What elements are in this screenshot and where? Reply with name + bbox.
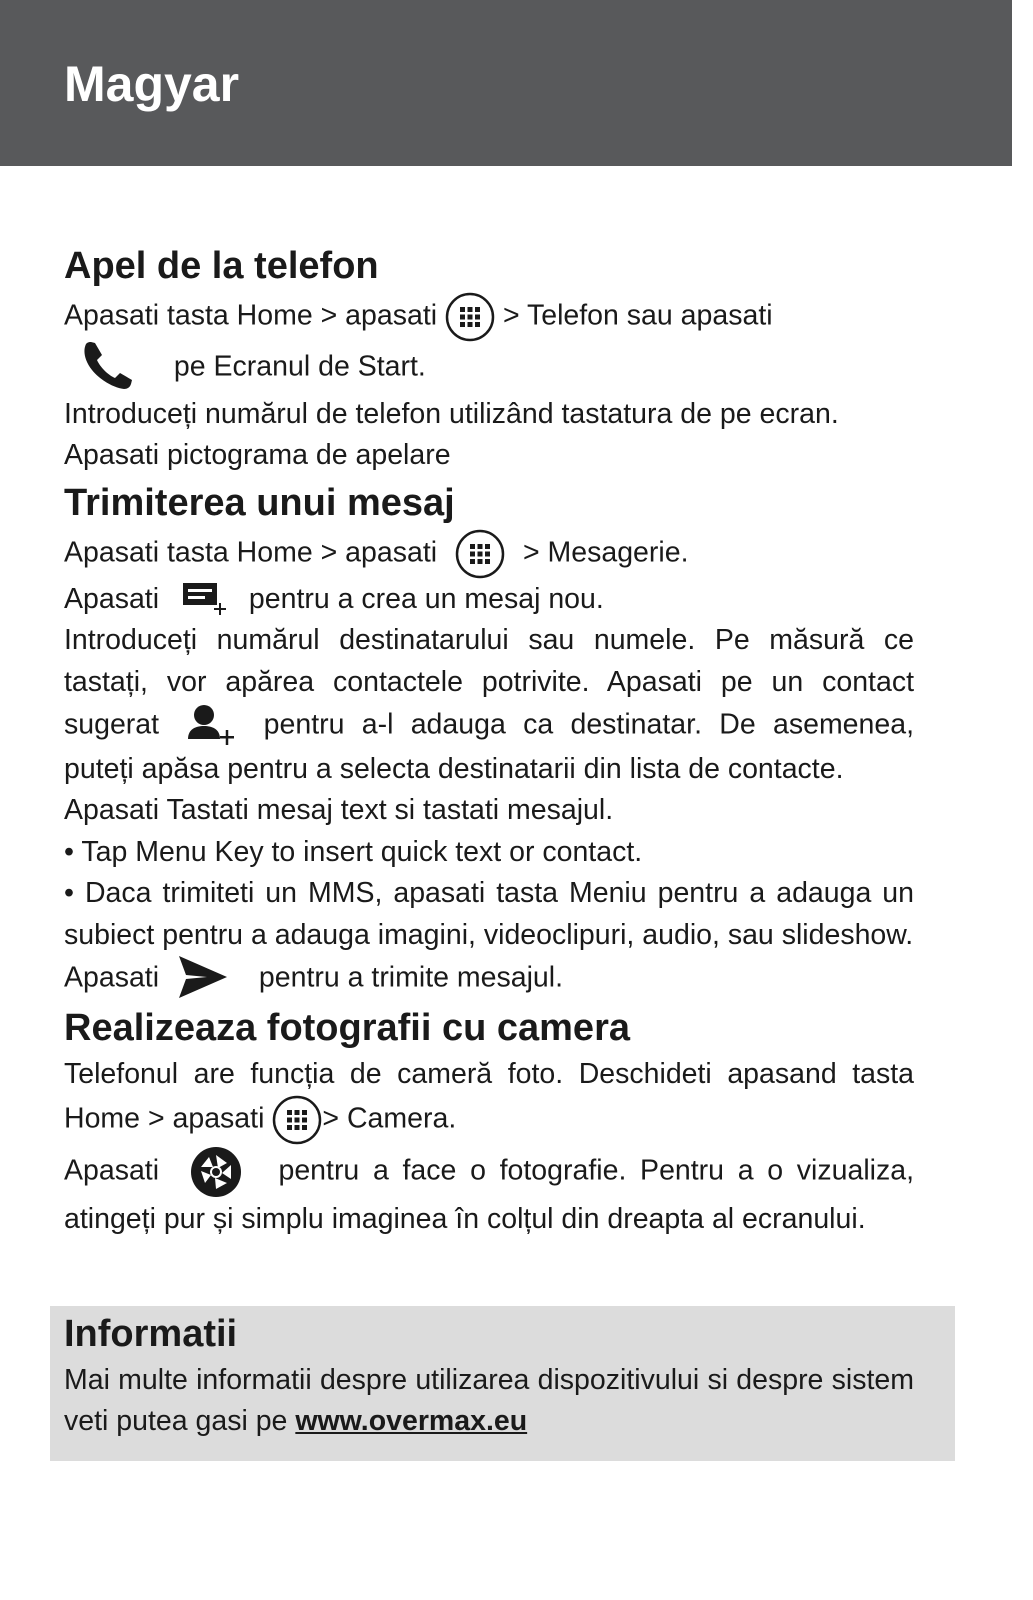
camera-paragraph-2-b: pentru a face o fotografie. Pentru a o vizualiza, atingeți pur și simplu imaginea în colțul din dreapta al ecranului. bbox=[64, 1155, 915, 1236]
camera-shutter-icon bbox=[189, 1145, 243, 1199]
message-recipient-paragraph bbox=[64, 620, 914, 790]
call-instruction-1 bbox=[64, 292, 914, 342]
apps-grid-icon bbox=[455, 529, 505, 579]
message-instruction-1 bbox=[64, 529, 914, 579]
call-instruction-2 bbox=[64, 342, 914, 394]
info-paragraph bbox=[64, 1360, 914, 1443]
info-inner bbox=[64, 1308, 914, 1443]
camera-paragraph-2 bbox=[64, 1145, 914, 1240]
message-instruction-2 bbox=[64, 579, 914, 620]
message-bullet-2: • Daca trimiteti un MMS, apasati tasta Meniu pentru a adauga un subiect pentru a adauga imagini, videoclipuri, audio, sau slideshow. bbox=[64, 877, 914, 951]
phone-handset-icon bbox=[80, 340, 136, 392]
call-instruction-2-text: pe Ecranul de Start. bbox=[173, 350, 426, 383]
message-send-instruction bbox=[64, 956, 914, 1002]
new-message-icon bbox=[181, 581, 229, 619]
camera-paragraph-2-a: Apasati bbox=[64, 1155, 160, 1187]
message-instruction-2-a: Apasati bbox=[64, 582, 160, 615]
website-link[interactable]: www.overmax.eu bbox=[295, 1405, 528, 1438]
info-text: Mai multe informatii despre utilizarea dispozitivului si despre sistem veti putea gasi pe bbox=[64, 1364, 914, 1438]
page-header bbox=[0, 0, 1012, 166]
message-recipient-b: pentru a-l adauga ca destinatar. De asemenea, puteți apăsa pentru a selecta destinatarii din lista de contacte. bbox=[64, 708, 915, 786]
camera-paragraph-1 bbox=[64, 1054, 914, 1145]
add-contact-icon bbox=[186, 703, 236, 749]
apps-grid-icon bbox=[445, 292, 495, 342]
camera-paragraph-1-b: > Camera. bbox=[322, 1103, 457, 1135]
message-bullet-1: • Tap Menu Key to insert quick text or contact. bbox=[64, 835, 643, 868]
camera-paragraph-1-a: Telefonul are funcția de cameră foto. Deschideti apasand tasta Home > apasati bbox=[64, 1058, 914, 1135]
call-instruction-4: Apasati pictograma de apelare bbox=[64, 439, 451, 472]
message-recipient-a: Introduceți numărul destinatarului sau numele. Pe măsură ce tastați, vor apărea contactele potrivite. Apasati pe un contact sugerat bbox=[64, 624, 914, 741]
call-instruction-3: Introduceți numărul de telefon utilizând tastatura de pe ecran. bbox=[64, 398, 839, 430]
message-send-b: pentru a trimite mesajul. bbox=[258, 961, 564, 994]
section-title-message: Trimiterea unui mesaj bbox=[64, 481, 455, 524]
message-instruction-2-b: pentru a crea un mesaj nou. bbox=[248, 582, 604, 615]
section-title-call: Apel de la telefon bbox=[64, 245, 379, 287]
message-send-a: Apasati bbox=[64, 961, 160, 994]
info-box bbox=[50, 1306, 955, 1461]
main-content bbox=[64, 240, 914, 1241]
message-instruction-1-b: > Mesagerie. bbox=[522, 536, 689, 569]
section-title-info: Informatii bbox=[64, 1313, 238, 1355]
send-icon bbox=[177, 954, 229, 1000]
call-instruction-1-a: Apasati tasta Home > apasati bbox=[64, 299, 438, 332]
section-title-camera: Realizeaza fotografii cu camera bbox=[64, 1007, 630, 1050]
apps-grid-icon bbox=[272, 1095, 322, 1145]
message-type-text: Apasati Tastati mesaj text si tastati mesajul. bbox=[64, 794, 614, 827]
message-instruction-1-a: Apasati tasta Home > apasati bbox=[64, 536, 438, 569]
page-title: Magyar bbox=[64, 56, 240, 112]
call-instruction-1-b: > Telefon sau apasati bbox=[502, 299, 773, 332]
